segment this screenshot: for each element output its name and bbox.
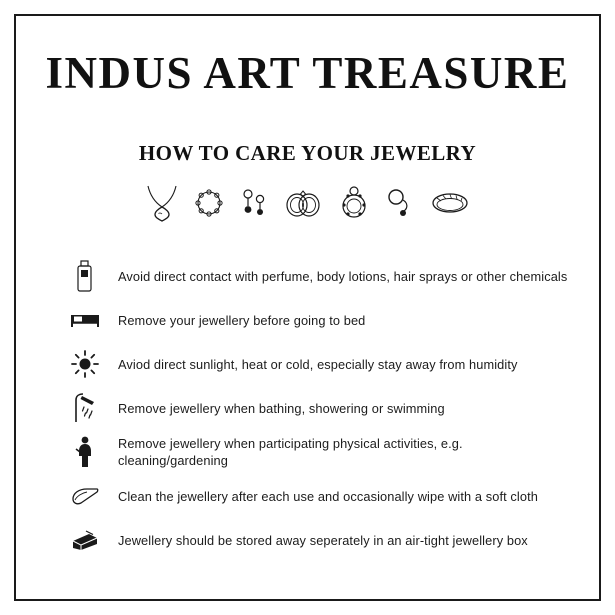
care-item-text: Aviod direct sunlight, heat or cold, especially stay away from humidity	[118, 356, 518, 372]
care-item-text: Avoid direct contact with perfume, body lotions, hair sprays or other chemicals	[118, 268, 568, 284]
page-subtitle: HOW TO CARE YOUR JEWELRY	[138, 141, 477, 166]
care-item-text: Remove your jewellery before going to bed	[118, 312, 366, 328]
care-item-text: Jewellery should be stored away seperately in an air-tight jewellery box	[118, 532, 528, 548]
cloth-wipe-icon	[62, 485, 108, 507]
care-item	[62, 388, 571, 428]
perfume-bottle-icon	[62, 259, 108, 293]
brand-title: INDUS ART TREASURE	[45, 48, 570, 98]
heart-pendant-necklace-icon	[145, 183, 179, 223]
jewelry-icon-row	[38, 180, 577, 226]
care-item	[62, 520, 571, 560]
double-ring-icon	[283, 186, 323, 220]
care-item	[62, 476, 571, 516]
jewellery-box-icon	[62, 528, 108, 552]
care-instructions-list	[38, 256, 577, 560]
gemstone-ring-icon	[337, 185, 371, 221]
care-item	[62, 256, 571, 296]
care-item-text: Remove jewellery when participating physical activities, e.g. cleaning/gardening	[118, 435, 463, 469]
shower-icon	[62, 392, 108, 424]
care-item	[62, 300, 571, 340]
person-activity-icon	[62, 435, 108, 469]
hoop-earring-icon	[385, 186, 415, 220]
bed-icon	[62, 309, 108, 331]
stud-earrings-icon	[239, 186, 269, 220]
care-item-text: Clean the jewellery after each use and occasionally wipe with a soft cloth	[118, 488, 538, 504]
poster-border-frame	[14, 14, 601, 601]
care-item	[62, 432, 571, 472]
beaded-bracelet-icon	[193, 187, 225, 219]
sun-icon	[62, 350, 108, 378]
care-item	[62, 344, 571, 384]
bangle-icon	[429, 188, 471, 218]
care-item-text: Remove jewellery when bathing, showering or swimming	[118, 400, 445, 416]
